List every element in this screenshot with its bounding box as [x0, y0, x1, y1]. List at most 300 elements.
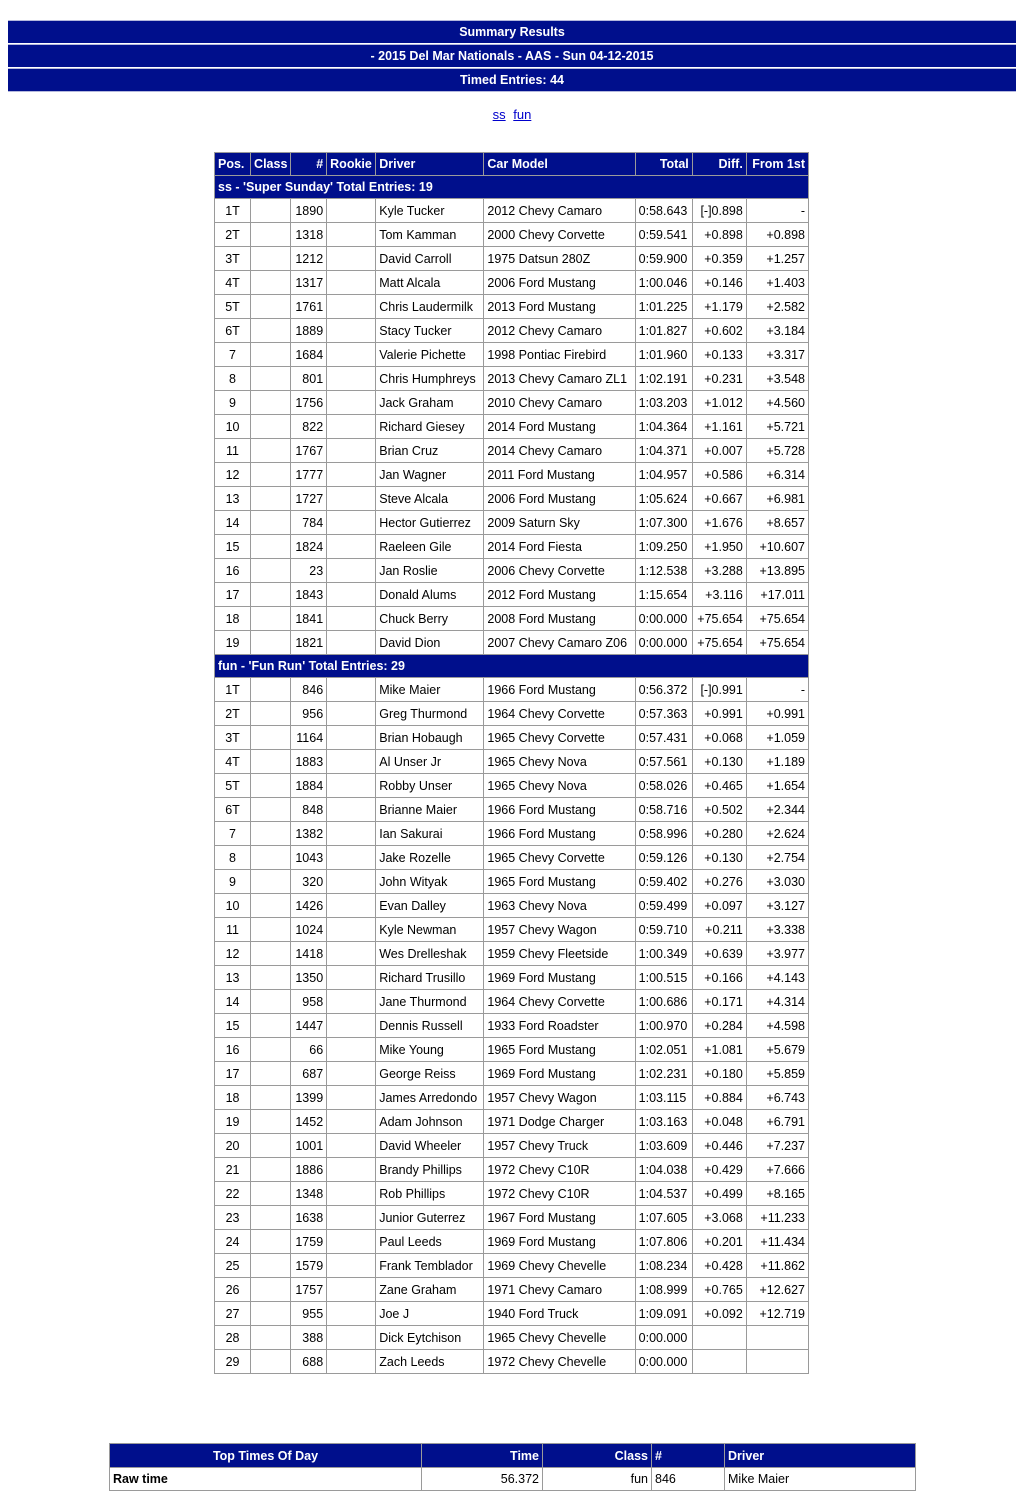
car-model-cell: 1972 Chevy C10R: [484, 1182, 635, 1206]
pos-cell: 25: [215, 1254, 251, 1278]
total-cell: 0:58.996: [635, 822, 692, 846]
rookie-cell: [327, 295, 376, 319]
table-row: [215, 774, 809, 798]
diff-cell: +0.499: [692, 1182, 746, 1206]
driver-cell: Zach Leeds: [376, 1350, 484, 1374]
class-cell: [251, 271, 291, 295]
table-row: [215, 894, 809, 918]
class-cell: [251, 774, 291, 798]
class-cell: [251, 942, 291, 966]
car-model-cell: 2006 Chevy Corvette: [484, 559, 635, 583]
number-cell: 1841: [291, 607, 327, 631]
driver-cell: Al Unser Jr: [376, 750, 484, 774]
rookie-cell: [327, 463, 376, 487]
table-row: [215, 439, 809, 463]
driver-cell: Tom Kamman: [376, 223, 484, 247]
diff-cell: +0.884: [692, 1086, 746, 1110]
number-cell: 1043: [291, 846, 327, 870]
number-cell: 1756: [291, 391, 327, 415]
title-banner: Summary Results: [8, 20, 1016, 43]
car-model-cell: 1998 Pontiac Firebird: [484, 343, 635, 367]
diff-cell: +0.284: [692, 1014, 746, 1038]
pos-cell: 11: [215, 439, 251, 463]
car-model-cell: 1965 Chevy Corvette: [484, 846, 635, 870]
total-cell: 1:00.970: [635, 1014, 692, 1038]
col-rookie: Rookie: [327, 153, 376, 176]
pos-cell: 3T: [215, 726, 251, 750]
from-first-cell: +2.754: [746, 846, 808, 870]
class-cell: [251, 295, 291, 319]
total-cell: 1:04.038: [635, 1158, 692, 1182]
rookie-cell: [327, 1206, 376, 1230]
rookie-cell: [327, 1350, 376, 1374]
total-cell: 1:03.203: [635, 391, 692, 415]
car-model-cell: 1971 Dodge Charger: [484, 1110, 635, 1134]
total-cell: 0:00.000: [635, 607, 692, 631]
total-cell: 1:07.605: [635, 1206, 692, 1230]
class-cell: [251, 1062, 291, 1086]
rookie-cell: [327, 319, 376, 343]
table-row: [215, 535, 809, 559]
total-cell: 1:04.957: [635, 463, 692, 487]
col-driver: Driver: [376, 153, 484, 176]
class-cell: [251, 535, 291, 559]
total-cell: 0:59.900: [635, 247, 692, 271]
total-cell: 1:15.654: [635, 583, 692, 607]
total-cell: 0:00.000: [635, 1326, 692, 1350]
driver-cell: Brian Cruz: [376, 439, 484, 463]
pos-cell: 21: [215, 1158, 251, 1182]
pos-cell: 11: [215, 918, 251, 942]
rookie-cell: [327, 1254, 376, 1278]
from-first-cell: +17.011: [746, 583, 808, 607]
number-cell: 1889: [291, 319, 327, 343]
from-first-cell: -: [746, 678, 808, 702]
diff-cell: +0.231: [692, 367, 746, 391]
from-first-cell: +7.237: [746, 1134, 808, 1158]
from-first-cell: +6.981: [746, 487, 808, 511]
pos-cell: 9: [215, 870, 251, 894]
from-first-cell: +2.624: [746, 822, 808, 846]
driver-cell: Brianne Maier: [376, 798, 484, 822]
diff-cell: +0.171: [692, 990, 746, 1014]
top-label: Raw time: [110, 1468, 422, 1491]
number-cell: 320: [291, 870, 327, 894]
driver-cell: Paul Leeds: [376, 1230, 484, 1254]
number-cell: 1212: [291, 247, 327, 271]
rookie-cell: [327, 678, 376, 702]
from-first-cell: +8.165: [746, 1182, 808, 1206]
table-row: [215, 1158, 809, 1182]
driver-cell: John Wityak: [376, 870, 484, 894]
class-cell: [251, 607, 291, 631]
total-cell: 1:00.686: [635, 990, 692, 1014]
from-first-cell: +11.233: [746, 1206, 808, 1230]
driver-cell: Stacy Tucker: [376, 319, 484, 343]
driver-cell: Chris Humphreys: [376, 367, 484, 391]
pos-cell: 9: [215, 391, 251, 415]
rookie-cell: [327, 631, 376, 655]
car-model-cell: 2011 Ford Mustang: [484, 463, 635, 487]
car-model-cell: 1969 Ford Mustang: [484, 966, 635, 990]
rookie-cell: [327, 1110, 376, 1134]
pos-cell: 15: [215, 535, 251, 559]
col-car-model: Car Model: [484, 153, 635, 176]
from-first-cell: +11.862: [746, 1254, 808, 1278]
driver-cell: Dick Eytchison: [376, 1326, 484, 1350]
number-cell: 1727: [291, 487, 327, 511]
driver-cell: Richard Trusillo: [376, 966, 484, 990]
number-cell: 956: [291, 702, 327, 726]
timed-entries-banner: Timed Entries: 44: [8, 68, 1016, 92]
number-cell: 1684: [291, 343, 327, 367]
car-model-cell: 1972 Chevy Chevelle: [484, 1350, 635, 1374]
total-cell: 1:00.349: [635, 942, 692, 966]
car-model-cell: 2013 Ford Mustang: [484, 295, 635, 319]
from-first-cell: +8.657: [746, 511, 808, 535]
class-cell: [251, 199, 291, 223]
class-cell: [251, 1254, 291, 1278]
from-first-cell: +5.679: [746, 1038, 808, 1062]
from-first-cell: +5.728: [746, 439, 808, 463]
pos-cell: 8: [215, 846, 251, 870]
pos-cell: 14: [215, 511, 251, 535]
car-model-cell: 1965 Chevy Corvette: [484, 726, 635, 750]
rookie-cell: [327, 583, 376, 607]
from-first-cell: +4.314: [746, 990, 808, 1014]
class-cell: [251, 487, 291, 511]
car-model-cell: 1969 Ford Mustang: [484, 1230, 635, 1254]
table-row: [215, 415, 809, 439]
table-row: [215, 702, 809, 726]
driver-cell: Hector Gutierrez: [376, 511, 484, 535]
number-cell: 388: [291, 1326, 327, 1350]
diff-cell: +1.179: [692, 295, 746, 319]
number-cell: 687: [291, 1062, 327, 1086]
table-row: [215, 391, 809, 415]
diff-cell: +0.667: [692, 487, 746, 511]
rookie-cell: [327, 487, 376, 511]
from-first-cell: +1.654: [746, 774, 808, 798]
total-cell: 1:05.624: [635, 487, 692, 511]
pos-cell: 15: [215, 1014, 251, 1038]
number-cell: 1452: [291, 1110, 327, 1134]
class-cell: [251, 846, 291, 870]
from-first-cell: +11.434: [746, 1230, 808, 1254]
car-model-cell: 1959 Chevy Fleetside: [484, 942, 635, 966]
diff-cell: +0.602: [692, 319, 746, 343]
class-cell: [251, 631, 291, 655]
diff-cell: +0.276: [692, 870, 746, 894]
total-cell: 1:04.364: [635, 415, 692, 439]
table-row: [215, 295, 809, 319]
table-row: [215, 726, 809, 750]
total-cell: 1:02.051: [635, 1038, 692, 1062]
driver-cell: George Reiss: [376, 1062, 484, 1086]
total-cell: 0:56.372: [635, 678, 692, 702]
rookie-cell: [327, 247, 376, 271]
diff-cell: [-]0.991: [692, 678, 746, 702]
total-cell: 1:01.827: [635, 319, 692, 343]
driver-cell: Junior Guterrez: [376, 1206, 484, 1230]
from-first-cell: +12.627: [746, 1278, 808, 1302]
class-cell: [251, 463, 291, 487]
table-row: [215, 942, 809, 966]
from-first-cell: +10.607: [746, 535, 808, 559]
number-cell: 1447: [291, 1014, 327, 1038]
table-row: [215, 1038, 809, 1062]
total-cell: 1:09.250: [635, 535, 692, 559]
from-first-cell: +12.719: [746, 1302, 808, 1326]
rookie-cell: [327, 607, 376, 631]
car-model-cell: 2013 Chevy Camaro ZL1: [484, 367, 635, 391]
pos-cell: 19: [215, 1110, 251, 1134]
table-row: [215, 918, 809, 942]
diff-cell: +3.068: [692, 1206, 746, 1230]
car-model-cell: 2012 Ford Mustang: [484, 583, 635, 607]
table-row: [215, 511, 809, 535]
rookie-cell: [327, 223, 376, 247]
number-cell: 688: [291, 1350, 327, 1374]
rookie-cell: [327, 439, 376, 463]
top-class: fun: [543, 1468, 652, 1491]
number-cell: 1777: [291, 463, 327, 487]
from-first-cell: +75.654: [746, 631, 808, 655]
class-cell: [251, 678, 291, 702]
number-cell: 1638: [291, 1206, 327, 1230]
from-first-cell: +7.666: [746, 1158, 808, 1182]
pos-cell: 2T: [215, 702, 251, 726]
car-model-cell: 1957 Chevy Wagon: [484, 918, 635, 942]
class-cell: [251, 1158, 291, 1182]
diff-cell: +0.359: [692, 247, 746, 271]
diff-cell: +0.765: [692, 1278, 746, 1302]
from-first-cell: +75.654: [746, 607, 808, 631]
from-first-cell: +0.991: [746, 702, 808, 726]
rookie-cell: [327, 559, 376, 583]
col-from-first: From 1st: [746, 153, 808, 176]
class-link-ss[interactable]: ss: [492, 107, 506, 122]
class-cell: [251, 1206, 291, 1230]
col-time: Time: [422, 1444, 543, 1468]
class-cell: [251, 319, 291, 343]
pos-cell: 3T: [215, 247, 251, 271]
driver-cell: Jan Roslie: [376, 559, 484, 583]
car-model-cell: 1965 Chevy Chevelle: [484, 1326, 635, 1350]
number-cell: 1318: [291, 223, 327, 247]
rookie-cell: [327, 1086, 376, 1110]
diff-cell: +0.465: [692, 774, 746, 798]
pos-cell: 2T: [215, 223, 251, 247]
car-model-cell: 1975 Datsun 280Z: [484, 247, 635, 271]
car-model-cell: 1965 Ford Mustang: [484, 870, 635, 894]
diff-cell: +0.280: [692, 822, 746, 846]
rookie-cell: [327, 966, 376, 990]
class-cell: [251, 439, 291, 463]
car-model-cell: 1965 Chevy Nova: [484, 750, 635, 774]
car-model-cell: 2014 Ford Fiesta: [484, 535, 635, 559]
number-cell: 1767: [291, 439, 327, 463]
table-row: [215, 1086, 809, 1110]
total-cell: 1:08.999: [635, 1278, 692, 1302]
driver-cell: Wes Drelleshak: [376, 942, 484, 966]
from-first-cell: +3.977: [746, 942, 808, 966]
from-first-cell: +5.859: [746, 1062, 808, 1086]
driver-cell: Greg Thurmond: [376, 702, 484, 726]
table-row: [215, 1326, 809, 1350]
diff-cell: +0.898: [692, 223, 746, 247]
class-cell: [251, 702, 291, 726]
class-cell: [251, 1086, 291, 1110]
number-cell: 958: [291, 990, 327, 1014]
driver-cell: Jake Rozelle: [376, 846, 484, 870]
pos-cell: 6T: [215, 798, 251, 822]
car-model-cell: 2012 Chevy Camaro: [484, 319, 635, 343]
diff-cell: [692, 1326, 746, 1350]
number-cell: 848: [291, 798, 327, 822]
rookie-cell: [327, 1230, 376, 1254]
class-cell: [251, 1014, 291, 1038]
table-row: [215, 990, 809, 1014]
rookie-cell: [327, 511, 376, 535]
car-model-cell: 1967 Ford Mustang: [484, 1206, 635, 1230]
event-banner: - 2015 Del Mar Nationals - AAS - Sun 04-12-2015: [8, 44, 1016, 67]
number-cell: 1757: [291, 1278, 327, 1302]
diff-cell: +0.201: [692, 1230, 746, 1254]
class-cell: [251, 918, 291, 942]
table-row: [215, 199, 809, 223]
from-first-cell: +6.743: [746, 1086, 808, 1110]
total-cell: 0:00.000: [635, 631, 692, 655]
pos-cell: 5T: [215, 774, 251, 798]
total-cell: 1:03.115: [635, 1086, 692, 1110]
total-cell: 1:04.537: [635, 1182, 692, 1206]
class-link-fun[interactable]: fun: [513, 107, 532, 122]
pos-cell: 23: [215, 1206, 251, 1230]
number-cell: 1426: [291, 894, 327, 918]
diff-cell: +75.654: [692, 607, 746, 631]
driver-cell: Mike Maier: [376, 678, 484, 702]
table-row: [215, 1230, 809, 1254]
diff-cell: +0.133: [692, 343, 746, 367]
pos-cell: 16: [215, 559, 251, 583]
driver-cell: Valerie Pichette: [376, 343, 484, 367]
from-first-cell: +4.143: [746, 966, 808, 990]
number-cell: 66: [291, 1038, 327, 1062]
table-row: [110, 1468, 916, 1491]
table-row: [215, 247, 809, 271]
class-cell: [251, 1230, 291, 1254]
diff-cell: +0.097: [692, 894, 746, 918]
from-first-cell: +3.127: [746, 894, 808, 918]
total-cell: 1:12.538: [635, 559, 692, 583]
car-model-cell: 1969 Chevy Chevelle: [484, 1254, 635, 1278]
driver-cell: Dennis Russell: [376, 1014, 484, 1038]
diff-cell: +3.116: [692, 583, 746, 607]
car-model-cell: 1966 Ford Mustang: [484, 798, 635, 822]
car-model-cell: 2006 Ford Mustang: [484, 487, 635, 511]
table-row: [215, 1254, 809, 1278]
pos-cell: 17: [215, 583, 251, 607]
rookie-cell: [327, 1302, 376, 1326]
col-top-number: #: [652, 1444, 725, 1468]
pos-cell: 27: [215, 1302, 251, 1326]
diff-cell: +75.654: [692, 631, 746, 655]
table-row: [215, 678, 809, 702]
class-cell: [251, 1302, 291, 1326]
table-row: [215, 343, 809, 367]
car-model-cell: 1964 Chevy Corvette: [484, 990, 635, 1014]
col-top-driver: Driver: [725, 1444, 916, 1468]
total-cell: 0:59.541: [635, 223, 692, 247]
number-cell: 23: [291, 559, 327, 583]
number-cell: 1001: [291, 1134, 327, 1158]
number-cell: 1759: [291, 1230, 327, 1254]
diff-cell: +0.048: [692, 1110, 746, 1134]
driver-cell: Kyle Tucker: [376, 199, 484, 223]
number-cell: 1348: [291, 1182, 327, 1206]
class-cell: [251, 1038, 291, 1062]
table-row: [215, 1110, 809, 1134]
car-model-cell: 1940 Ford Truck: [484, 1302, 635, 1326]
pos-cell: 4T: [215, 750, 251, 774]
number-cell: 1418: [291, 942, 327, 966]
driver-cell: Chuck Berry: [376, 607, 484, 631]
table-row: [215, 798, 809, 822]
car-model-cell: 2000 Chevy Corvette: [484, 223, 635, 247]
car-model-cell: 2009 Saturn Sky: [484, 511, 635, 535]
total-cell: 0:00.000: [635, 1350, 692, 1374]
driver-cell: David Wheeler: [376, 1134, 484, 1158]
from-first-cell: +6.791: [746, 1110, 808, 1134]
pos-cell: 6T: [215, 319, 251, 343]
diff-cell: +0.586: [692, 463, 746, 487]
table-row: [215, 966, 809, 990]
driver-cell: Kyle Newman: [376, 918, 484, 942]
driver-cell: Jack Graham: [376, 391, 484, 415]
pos-cell: 12: [215, 463, 251, 487]
col-diff: Diff.: [692, 153, 746, 176]
driver-cell: Rob Phillips: [376, 1182, 484, 1206]
col-number: #: [291, 153, 327, 176]
number-cell: 1024: [291, 918, 327, 942]
number-cell: 1883: [291, 750, 327, 774]
table-row: [215, 750, 809, 774]
diff-cell: +0.502: [692, 798, 746, 822]
rookie-cell: [327, 1326, 376, 1350]
total-cell: 0:58.643: [635, 199, 692, 223]
from-first-cell: [746, 1326, 808, 1350]
number-cell: 846: [291, 678, 327, 702]
car-model-cell: 2014 Chevy Camaro: [484, 439, 635, 463]
total-cell: 1:02.231: [635, 1062, 692, 1086]
from-first-cell: +0.898: [746, 223, 808, 247]
pos-cell: 10: [215, 894, 251, 918]
rookie-cell: [327, 1038, 376, 1062]
pos-cell: 7: [215, 343, 251, 367]
diff-cell: +0.068: [692, 726, 746, 750]
from-first-cell: +1.059: [746, 726, 808, 750]
number-cell: 1350: [291, 966, 327, 990]
from-first-cell: +2.344: [746, 798, 808, 822]
driver-cell: Raeleen Gile: [376, 535, 484, 559]
rookie-cell: [327, 1278, 376, 1302]
pos-cell: 14: [215, 990, 251, 1014]
car-model-cell: 1957 Chevy Wagon: [484, 1086, 635, 1110]
car-model-cell: 2012 Chevy Camaro: [484, 199, 635, 223]
diff-cell: +0.092: [692, 1302, 746, 1326]
number-cell: 1579: [291, 1254, 327, 1278]
